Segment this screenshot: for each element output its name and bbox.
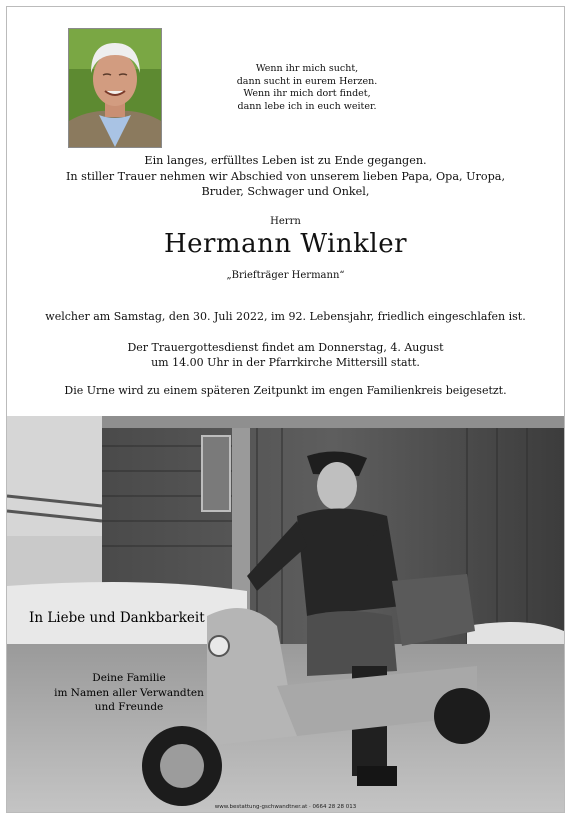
- nickname: „Briefträger Hermann“: [226, 270, 345, 281]
- scooter-photo: [7, 416, 564, 812]
- poem-line: Wenn ihr mich sucht,: [255, 63, 359, 74]
- footer-contact: www.bestattung-gschwandtner.at · 0664 28 28 013: [214, 804, 357, 810]
- poem-line: dann sucht in eurem Herzen.: [236, 75, 378, 87]
- poem-line: Wenn ihr mich dort findet,: [243, 88, 371, 99]
- intro-text: [27, 153, 544, 200]
- poem-line: dann lebe ich in euch weiter.: [237, 100, 377, 112]
- family-line: im Namen aller Verwandten: [54, 686, 204, 699]
- portrait-image: [69, 29, 161, 147]
- closing-phrase: In Liebe und Dankbarkeit: [29, 610, 205, 626]
- family-line: und Freunde: [94, 701, 164, 713]
- urn-notice: Die Urne wird zu einem späteren Zeitpunkt im engen Familienkreis beigesetzt.: [64, 384, 507, 397]
- deceased-name: Hermann Winkler: [163, 229, 408, 259]
- portrait-photo: [68, 28, 162, 148]
- death-notice: welcher am Samstag, den 30. Juli 2022, im 92. Lebensjahr, friedlich eingeschlafen ist.: [45, 310, 526, 323]
- family-line: Deine Familie: [92, 672, 166, 684]
- intro-line: In stiller Trauer nehmen wir Abschied von unserem lieben Papa, Opa, Uropa,: [65, 169, 506, 183]
- salutation: Herrn: [270, 216, 301, 227]
- obituary-card: [6, 6, 565, 813]
- service-line: Der Trauergottesdienst findet am Donnerstag, 4. August: [127, 341, 444, 354]
- family-signature: [49, 671, 209, 715]
- service-line: um 14.00 Uhr in der Pfarrkirche Mittersill statt.: [151, 355, 420, 369]
- intro-line: Ein langes, erfülltes Leben ist zu Ende gegangen.: [144, 154, 427, 167]
- intro-line: Bruder, Schwager und Onkel,: [201, 185, 370, 198]
- service-info: [7, 341, 564, 370]
- memorial-poem: [197, 63, 417, 113]
